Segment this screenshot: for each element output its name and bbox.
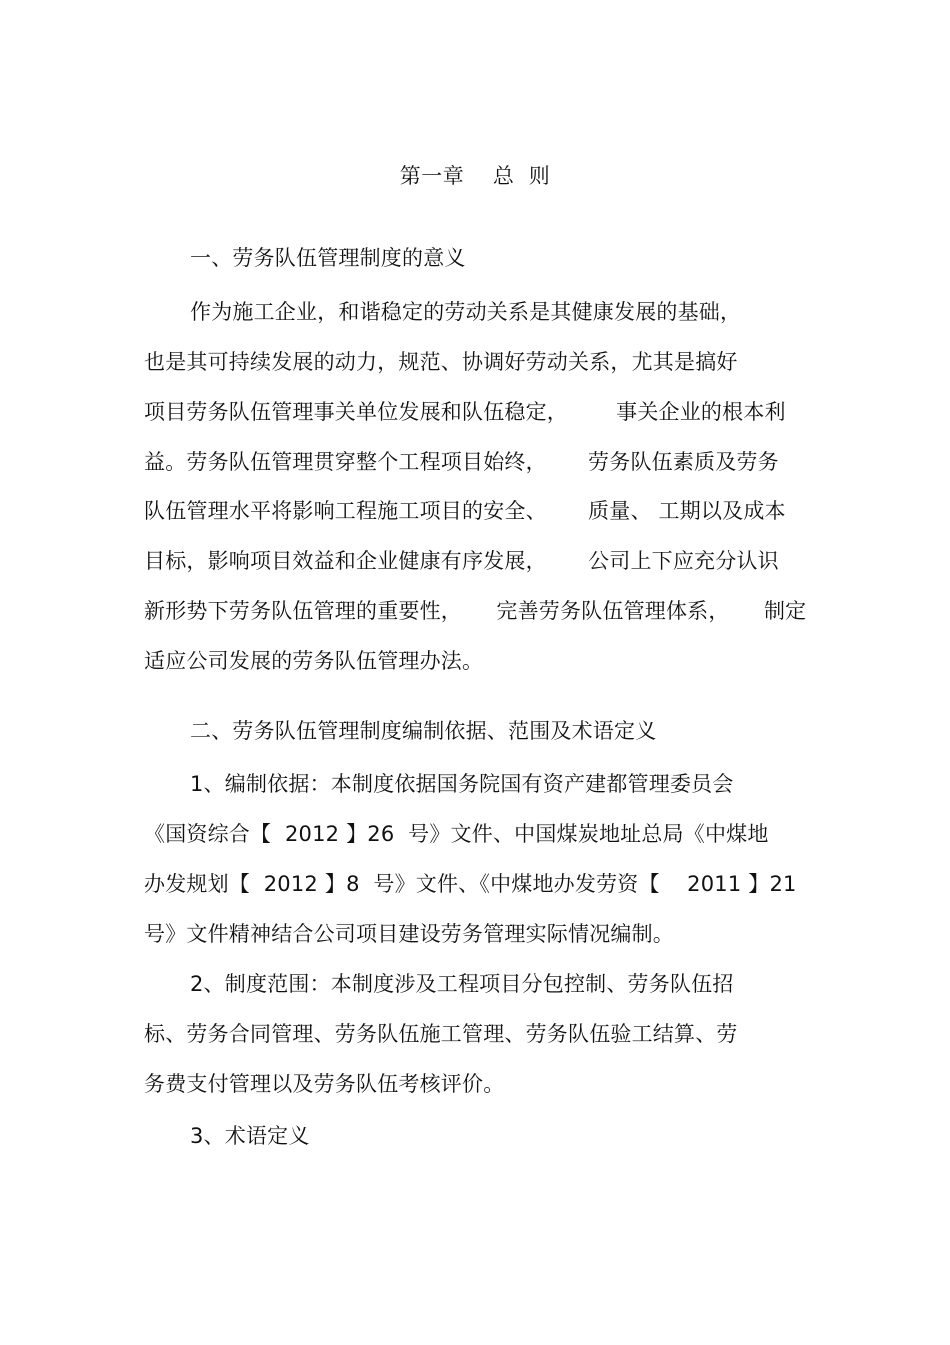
paragraph-line: 益。劳务队伍管理贯穿整个工程项目始终， 劳务队伍素质及劳务: [144, 450, 779, 474]
paragraph-line: 也是其可持续发展的动力，规范、协调好劳动关系，尤其是搞好: [144, 350, 738, 374]
section-heading: 一、劳务队伍管理制度的意义: [190, 246, 466, 270]
paragraph-line: 新形势下劳务队伍管理的重要性， 完善劳务队伍管理体系， 制定: [144, 599, 807, 623]
section-heading: 二、劳务队伍管理制度编制依据、范围及术语定义: [190, 719, 657, 743]
paragraph-line: 作为施工企业，和谐稳定的劳动关系是其健康发展的基础，: [190, 300, 742, 324]
paragraph-line: 务费支付管理以及劳务队伍考核评价。: [144, 1072, 505, 1096]
paragraph-line: 号》文件精神结合公司项目建设劳务管理实际情况编制。: [144, 922, 674, 946]
paragraph-line: 《国资综合【 2012 】26 号》文件、中国煤炭地址总局《中煤地: [144, 822, 769, 846]
paragraph-line: 目标，影响项目效益和企业健康有序发展， 公司上下应充分认识: [144, 549, 779, 573]
paragraph-line: 适应公司发展的劳务队伍管理办法。: [144, 649, 484, 673]
subsection-heading: 3、术语定义: [190, 1124, 310, 1148]
paragraph-line: 项目劳务队伍管理事关单位发展和队伍稳定， 事关企业的根本利: [144, 400, 786, 424]
paragraph-line: 标、劳务合同管理、劳务队伍施工管理、劳务队伍验工结算、劳: [144, 1022, 738, 1046]
paragraph-line: 1、编制依据：本制度依据国务院国有资产建都管理委员会: [190, 772, 734, 796]
paragraph-line: 2、制度范围：本制度涉及工程项目分包控制、劳务队伍招: [190, 972, 734, 996]
paragraph-line: 队伍管理水平将影响工程施工项目的安全、 质量、 工期以及成本: [144, 499, 786, 523]
paragraph-line: 办发规划【 2012 】8 号》文件、《中煤地办发劳资【 2011 】21: [144, 872, 797, 896]
chapter-title: 第一章 总 则: [399, 164, 551, 188]
